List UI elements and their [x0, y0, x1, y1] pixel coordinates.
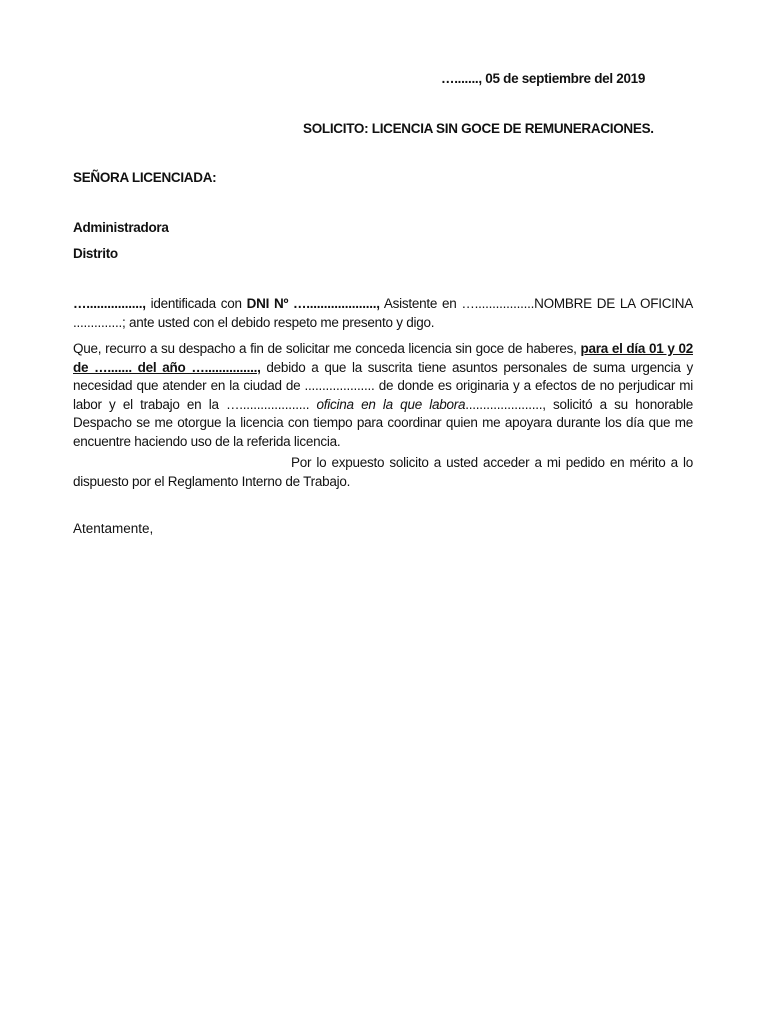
closing: Atentamente,	[73, 521, 154, 536]
leave-date-reference: para el día 01 y 02 de …....... del año …...............,	[73, 341, 693, 375]
subject-line: SOLICITO: LICENCIA SIN GOCE DE REMUNERACIONES.	[303, 121, 654, 136]
paragraph-request	[73, 340, 693, 451]
paragraph-request-text-2: debido a que la suscrita tiene asuntos personales de suma urgencia y necesidad que atender en la ciudad de .................... de donde es originaria y a efectos de no perjudicar mi labor y el trabajo en la …....................	[73, 359, 694, 412]
paragraph-request-text-3: ......................, solicitó a su honorable Despacho se me otorgue la licencia con tiempo para coordinar quien me apoyara durante los día que me encuentre haciendo uso de la referida licencia.	[73, 396, 693, 449]
dni-label: DNI Nº …....................,	[246, 296, 380, 311]
addressee-title: Administradora	[73, 220, 169, 235]
salutation: SEÑORA LICENCIADA:	[73, 170, 217, 185]
name-blank: …................,	[73, 296, 146, 311]
paragraph-request-text-1: Que, recurro a su despacho a fin de solicitar me conceda licencia sin goce de haberes,	[73, 341, 581, 356]
paragraph-conclusion-text: Por lo expuesto solicito a usted acceder a mi pedido en mérito a lo dispuesto por el Reglamento Interno de Trabajo.	[73, 455, 693, 489]
paragraph-intro	[73, 295, 693, 332]
paragraph-intro-text-2: Asistente en ….................NOMBRE DE LA OFICINA ..............; ante usted con el debido respeto me presento y digo.	[73, 296, 693, 330]
addressee-unit: Distrito	[73, 246, 118, 261]
date-line: …......., 05 de septiembre del 2019	[441, 71, 646, 86]
office-reference: oficina en la que labora	[316, 396, 466, 412]
paragraph-intro-text-1: identificada con	[145, 296, 247, 311]
paragraph-conclusion	[73, 454, 693, 491]
